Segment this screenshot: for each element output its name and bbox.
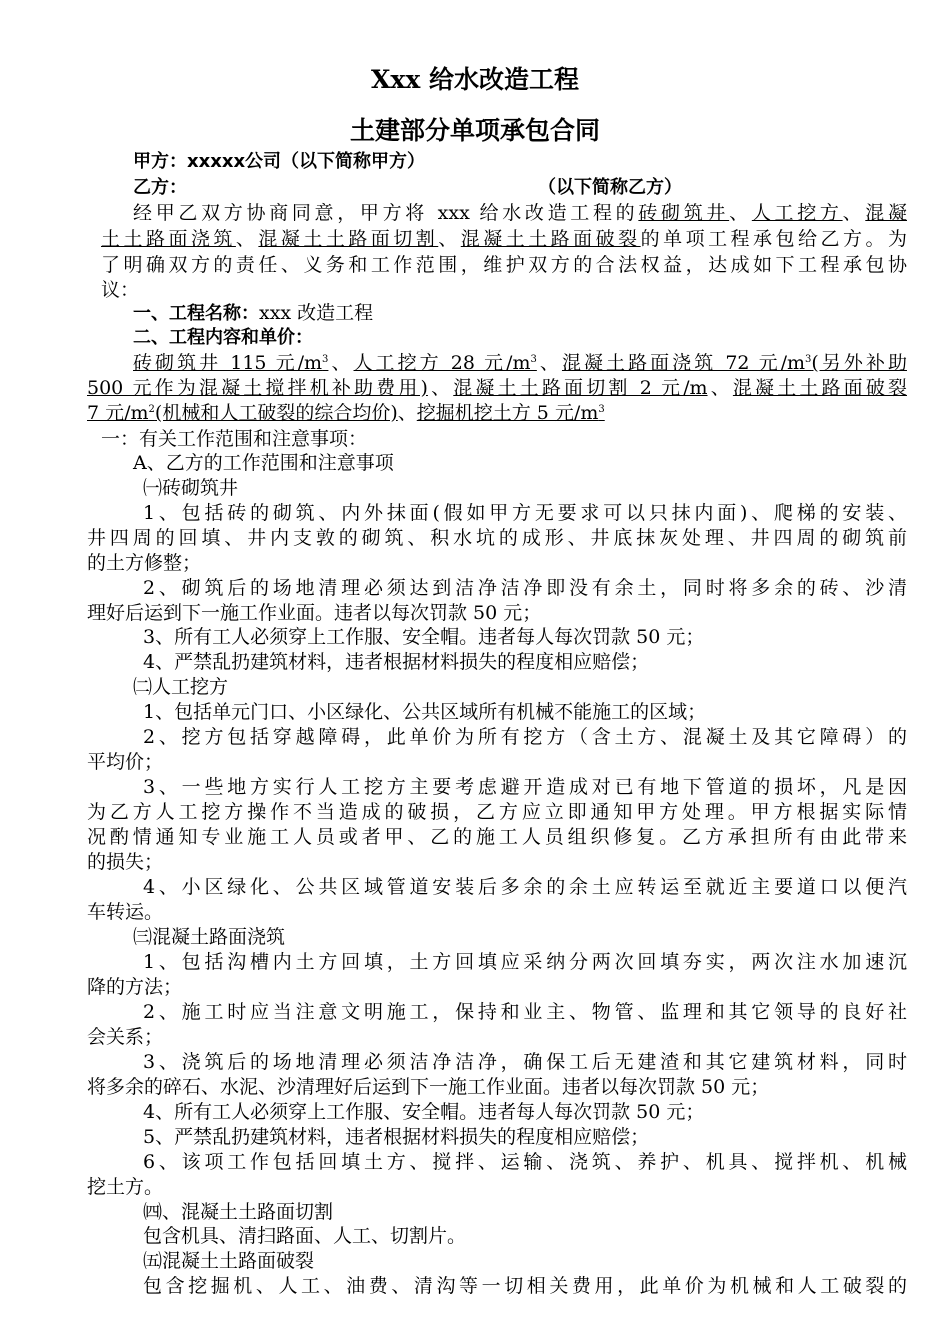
intro-text: 的单项工程承包给乙方。为 — [640, 228, 907, 250]
title-line-2: 土建部分单项承包合同 — [349, 116, 600, 145]
intro-item-digging: 人工挖方 — [751, 202, 843, 224]
price-breaking-cont: 7 元$/m^2$(机械和人工破裂的综合均价) — [87, 402, 398, 424]
sep: 、 — [536, 352, 562, 374]
price-line-1 — [133, 351, 907, 375]
sep: 、 — [328, 352, 354, 374]
price-subsidy: 500 元作为混凝土搅拌机补助费用) — [87, 377, 428, 399]
price-cutting: 混凝土土路面切割 2 元/m — [453, 377, 708, 399]
body-line: 4、所有工人必须穿上工作服、安全帽。违者每人每次罚款 50 元； — [143, 1101, 705, 1123]
body-line: 的土方修整； — [87, 552, 202, 574]
body-line: 将多余的碎石、水泥、沙清理好后运到下一施工作业面。违者以每次罚款 50 元； — [87, 1076, 770, 1098]
section-2-label: 二、工程内容和单价： — [133, 327, 313, 348]
intro-item-pouring: 混凝 — [865, 202, 907, 224]
party-b-label: 乙方： — [133, 177, 187, 198]
price-excavator: 挖掘机挖土方 5 元$/m^3$ — [416, 402, 605, 424]
body-line: 况酌情通知专业施工人员或者甲、乙的施工人员组织修复。乙方承担所有由此带来 — [87, 826, 907, 848]
sep: 、 — [729, 202, 752, 224]
sep: 、 — [427, 377, 454, 399]
party-b-note: （以下简称乙方） — [538, 177, 682, 198]
price-pouring: 混凝土路面浇筑 72 元$/m^3$(另外补助 — [561, 352, 907, 374]
body-line: ㈢混凝土路面浇筑 — [133, 926, 286, 948]
price-well: 砖砌筑井 115 元$/m^3$ — [133, 352, 329, 374]
body-line: 挖土方。 — [87, 1176, 164, 1198]
body-line: ㈤混凝土土路面破裂 — [143, 1250, 315, 1272]
body-line: 6、该项工作包括回填土方、搅拌、运输、浇筑、养护、机具、搅拌机、机械 — [143, 1151, 907, 1173]
intro-item-pouring-cont: 土土路面浇筑 — [101, 228, 236, 250]
intro-line-4: 议： — [101, 279, 140, 301]
body-line: 车转运。 — [87, 901, 164, 923]
body-line: ㈠砖砌筑井 — [143, 477, 239, 499]
body-line: 井四周的回填、井内支敦的砌筑、积水坑的成形、井底抹灰处理、井四周的砌筑前 — [87, 527, 907, 549]
body-line: 1、包括砖的砌筑、内外抹面(假如甲方无要求可以只抹内面)、爬梯的安装、 — [143, 502, 907, 524]
body-line: ㈣、混凝土土路面切割 — [143, 1201, 334, 1223]
party-a: 甲方：xxxxx公司（以下简称甲方） — [133, 151, 426, 172]
sep: 、 — [397, 402, 417, 424]
section-1 — [133, 301, 907, 326]
body-line: 的损失； — [87, 851, 164, 873]
body-line: 5、严禁乱扔建筑材料，违者根据材料损失的程度相应赔偿； — [143, 1126, 650, 1148]
price-digging: 人工挖方 28 元$/m^3$ — [353, 352, 537, 374]
body-line: 4、小区绿化、公共区域管道安装后多余的余土应转运至就近主要道口以便汽 — [143, 876, 907, 898]
body-line: ㈡人工挖方 — [133, 676, 229, 698]
title-line-1: Xxx 给水改造工程 — [371, 65, 579, 94]
body-line: 降的方法； — [87, 976, 183, 998]
price-line-3 — [87, 401, 907, 425]
body-line: 3、一些地方实行人工挖方主要考虑避开造成对已有地下管道的损坏，凡是因 — [143, 776, 907, 798]
body-line: 理好后运到下一施工作业面。违者以每次罚款 50 元； — [87, 602, 542, 624]
body-line: 4、严禁乱扔建筑材料，违者根据材料损失的程度相应赔偿； — [143, 651, 650, 673]
body-line: 2、砌筑后的场地清理必须达到洁净洁净即没有余土，同时将多余的砖、沙清 — [143, 577, 907, 599]
body-line: 平均价； — [87, 751, 164, 773]
price-breaking: 混凝土土路面破裂 — [732, 377, 907, 399]
body-line: 2、挖方包括穿越障碍，此单价为所有挖方（含土方、混凝土及其它障碍）的 — [143, 726, 907, 748]
intro-line-3: 了明确双方的责任、义务和工作范围，维护双方的合法权益，达成如下工程承包协 — [101, 254, 907, 276]
body-line: 包含机具、清扫路面、人工、切割片。 — [143, 1225, 467, 1247]
body-line: 3、所有工人必须穿上工作服、安全帽。违者每人每次罚款 50 元； — [143, 626, 705, 648]
intro-line-2 — [101, 227, 907, 251]
intro-item-breaking: 混凝土土路面破裂 — [460, 228, 641, 250]
body-line: 包含挖掘机、人工、油费、清沟等一切相关费用，此单价为机械和人工破裂的 — [143, 1275, 907, 1297]
sep: 、 — [438, 228, 461, 250]
sep: 、 — [235, 228, 259, 250]
price-line-2 — [87, 376, 907, 400]
sep: 、 — [707, 377, 733, 399]
section-1-value: xxx 改造工程 — [259, 302, 374, 324]
body-line: 一：有关工作范围和注意事项： — [101, 428, 368, 450]
intro-item-well: 砖砌筑井 — [638, 202, 730, 224]
body-line: 为乙方人工挖方操作不当造成的破损，乙方应立即通知甲方处理。甲方根据实际情 — [87, 801, 907, 823]
body-line: 1、包括单元门口、小区绿化、公共区域所有机械不能施工的区域； — [143, 701, 707, 723]
party-b — [133, 176, 907, 200]
section-1-label: 一、工程名称： — [133, 303, 259, 324]
intro-item-cutting: 混凝土土路面切割 — [258, 228, 439, 250]
body-line: 1、包括沟槽内土方回填，土方回填应采纳分两次回填夯实，两次注水加速沉 — [143, 951, 907, 973]
intro-line-1 — [133, 201, 907, 225]
body-line: 3、浇筑后的场地清理必须洁净洁净，确保工后无建渣和其它建筑材料，同时 — [143, 1051, 907, 1073]
body-line: 2、施工时应当注意文明施工，保持和业主、物管、监理和其它领导的良好社 — [143, 1001, 907, 1023]
body-line: A、乙方的工作范围和注意事项 — [133, 452, 394, 474]
sep: 、 — [842, 202, 866, 224]
body-line: 会关系； — [87, 1026, 164, 1048]
intro-text: 经甲乙双方协商同意，甲方将 xxx 给水改造工程的 — [133, 202, 639, 224]
